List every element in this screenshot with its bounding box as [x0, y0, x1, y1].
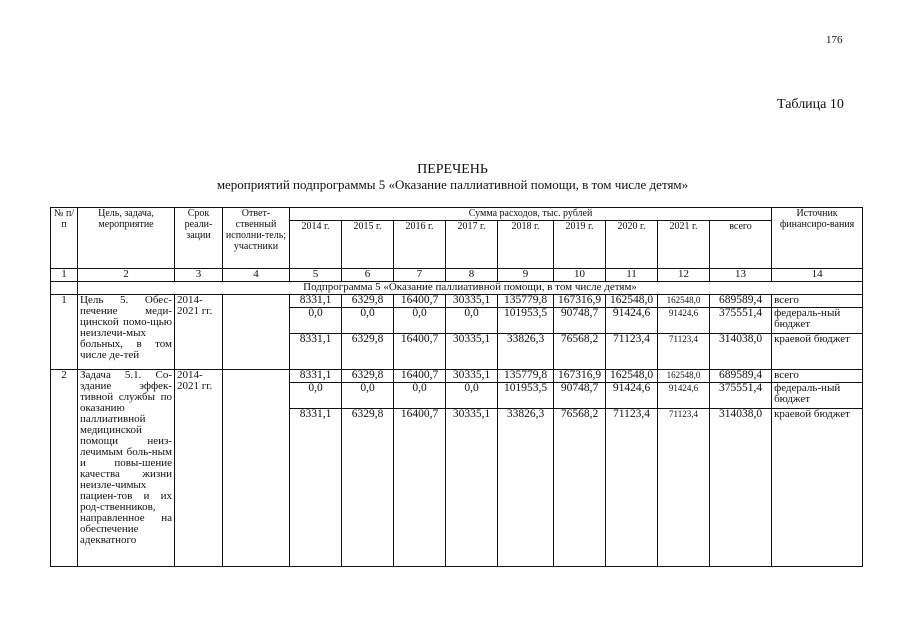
amount-cell: 162548,0 — [658, 295, 710, 308]
responsible-executor — [223, 370, 290, 567]
amount-cell: 91424,6 — [606, 308, 658, 334]
amount-cell: 6329,8 — [342, 334, 394, 370]
column-number: 1 — [51, 269, 78, 282]
amount-cell: 76568,2 — [554, 409, 606, 567]
column-number: 3 — [175, 269, 223, 282]
amount-cell: 0,0 — [394, 383, 446, 409]
amount-cell: 8331,1 — [290, 409, 342, 567]
column-number: 2 — [78, 269, 175, 282]
amount-cell: 16400,7 — [394, 409, 446, 567]
funding-source: краевой бюджет — [772, 409, 863, 567]
column-number: 6 — [342, 269, 394, 282]
amount-cell: 8331,1 — [290, 370, 342, 383]
amount-cell: 16400,7 — [394, 334, 446, 370]
header-year: 2020 г. — [606, 221, 658, 269]
amount-cell: 6329,8 — [342, 295, 394, 308]
amount-cell: 30335,1 — [446, 334, 498, 370]
funding-source: всего — [772, 295, 863, 308]
measure-name: Цель 5. Обес-печение меди-цинской помо-щью неизлечи-мых больных, в том числе де-тей — [78, 295, 175, 370]
amount-cell: 689589,4 — [710, 370, 772, 383]
amount-cell: 101953,5 — [498, 308, 554, 334]
amount-cell: 16400,7 — [394, 370, 446, 383]
amount-cell: 0,0 — [342, 308, 394, 334]
column-number: 10 — [554, 269, 606, 282]
header-year: 2018 г. — [498, 221, 554, 269]
header-year: 2014 г. — [290, 221, 342, 269]
header-year: 2021 г. — [658, 221, 710, 269]
amount-cell: 135779,8 — [498, 295, 554, 308]
amount-cell: 71123,4 — [658, 334, 710, 370]
amount-cell: 0,0 — [394, 308, 446, 334]
header-year: всего — [710, 221, 772, 269]
implementation-term: 2014-2021 гг. — [175, 370, 223, 567]
amount-cell: 375551,4 — [710, 383, 772, 409]
amount-cell: 71123,4 — [658, 409, 710, 567]
amount-cell: 167316,9 — [554, 370, 606, 383]
column-number: 13 — [710, 269, 772, 282]
amount-cell: 314038,0 — [710, 334, 772, 370]
header-sum: Сумма расходов, тыс. рублей — [290, 208, 772, 221]
amount-cell: 90748,7 — [554, 383, 606, 409]
header-year: 2017 г. — [446, 221, 498, 269]
measures-table — [50, 207, 863, 567]
amount-cell: 16400,7 — [394, 295, 446, 308]
amount-cell: 6329,8 — [342, 409, 394, 567]
amount-cell: 30335,1 — [446, 370, 498, 383]
measure-name: Задача 5.1. Со-здание эффек-тивной службы по оказанию паллиативной медицинской помощи неиз-лечимым боль-ным и повы-шение качества жизни неизле-чимых пациен-тов и их род-ственников, направленное на обеспечение адекватного — [78, 370, 175, 567]
header-year: 2019 г. — [554, 221, 606, 269]
subprogram-title: Подпрограмма 5 «Оказание паллиативной помощи, в том числе детям» — [78, 282, 863, 295]
amount-cell: 135779,8 — [498, 370, 554, 383]
table-row — [51, 370, 863, 383]
amount-cell: 33826,3 — [498, 409, 554, 567]
amount-cell: 0,0 — [446, 308, 498, 334]
amount-cell: 162548,0 — [606, 295, 658, 308]
amount-cell: 0,0 — [342, 383, 394, 409]
header-goal: Цель, задача, мероприятие — [78, 208, 175, 269]
amount-cell: 30335,1 — [446, 409, 498, 567]
amount-cell: 30335,1 — [446, 295, 498, 308]
subprogram-spacer — [51, 282, 78, 295]
column-number: 5 — [290, 269, 342, 282]
amount-cell: 6329,8 — [342, 370, 394, 383]
amount-cell: 689589,4 — [710, 295, 772, 308]
amount-cell: 314038,0 — [710, 409, 772, 567]
column-number: 7 — [394, 269, 446, 282]
funding-source: краевой бюджет — [772, 334, 863, 370]
column-number: 8 — [446, 269, 498, 282]
amount-cell: 0,0 — [446, 383, 498, 409]
column-number: 12 — [658, 269, 710, 282]
amount-cell: 71123,4 — [606, 409, 658, 567]
table-row — [51, 295, 863, 308]
amount-cell: 375551,4 — [710, 308, 772, 334]
page-number: 176 — [826, 34, 843, 46]
amount-cell: 8331,1 — [290, 334, 342, 370]
funding-source: всего — [772, 370, 863, 383]
amount-cell: 91424,6 — [606, 383, 658, 409]
funding-source: федераль-ный бюджет — [772, 308, 863, 334]
amount-cell: 8331,1 — [290, 295, 342, 308]
amount-cell: 162548,0 — [606, 370, 658, 383]
header-executor: Ответ-ственный исполни-тель; участники — [223, 208, 290, 269]
amount-cell: 91424,6 — [658, 308, 710, 334]
amount-cell: 167316,9 — [554, 295, 606, 308]
column-number: 4 — [223, 269, 290, 282]
amount-cell: 0,0 — [290, 383, 342, 409]
implementation-term: 2014-2021 гг. — [175, 295, 223, 370]
amount-cell: 91424,6 — [658, 383, 710, 409]
column-number: 9 — [498, 269, 554, 282]
row-number: 2 — [51, 370, 78, 567]
amount-cell: 76568,2 — [554, 334, 606, 370]
header-source: Источник финансиро-вания — [772, 208, 863, 269]
header-year: 2015 г. — [342, 221, 394, 269]
responsible-executor — [223, 295, 290, 370]
amount-cell: 101953,5 — [498, 383, 554, 409]
document-title: ПЕРЕЧЕНЬ — [417, 162, 488, 177]
header-year: 2016 г. — [394, 221, 446, 269]
amount-cell: 0,0 — [290, 308, 342, 334]
amount-cell: 90748,7 — [554, 308, 606, 334]
row-number: 1 — [51, 295, 78, 370]
column-number: 11 — [606, 269, 658, 282]
header-term: Срок реали-зации — [175, 208, 223, 269]
column-number: 14 — [772, 269, 863, 282]
amount-cell: 33826,3 — [498, 334, 554, 370]
document-subtitle: мероприятий подпрограммы 5 «Оказание паллиативной помощи, в том числе детям» — [216, 177, 689, 192]
funding-source: федераль-ный бюджет — [772, 383, 863, 409]
amount-cell: 162548,0 — [658, 370, 710, 383]
amount-cell: 71123,4 — [606, 334, 658, 370]
table-label: Таблица 10 — [777, 97, 844, 112]
header-num: № п/п — [51, 208, 78, 269]
